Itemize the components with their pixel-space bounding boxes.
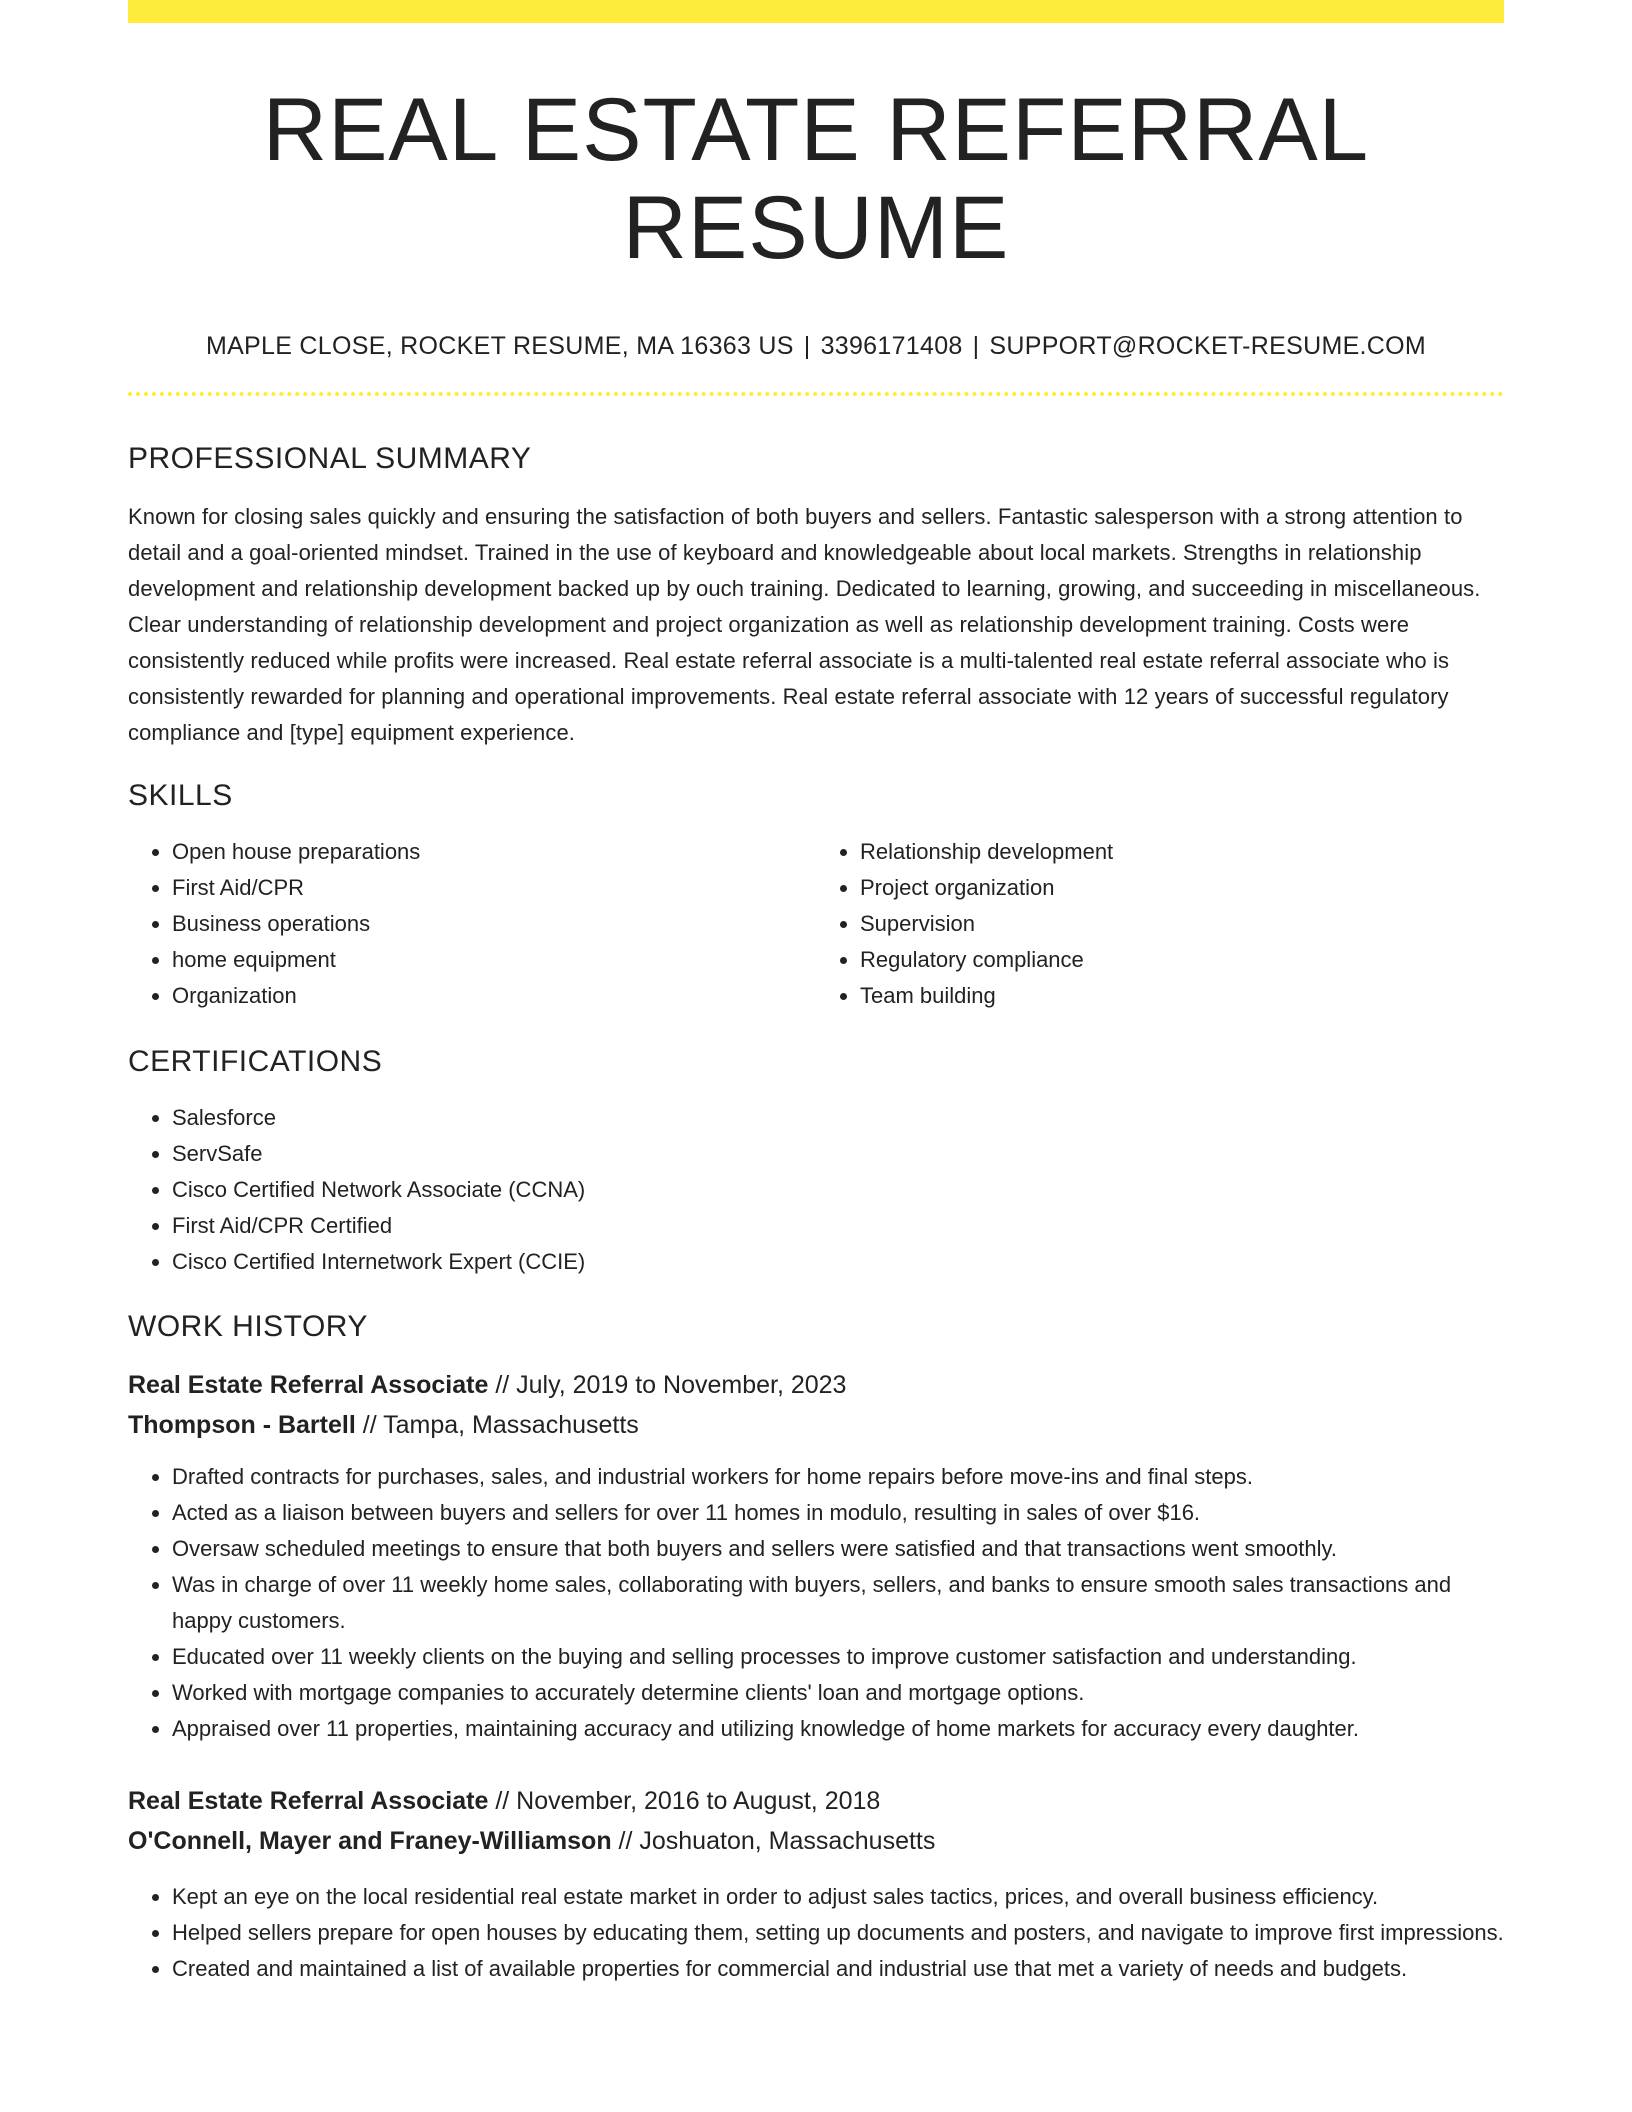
certifications-list	[128, 1100, 1504, 1280]
skill-item: • First Aid/CPR	[172, 870, 816, 906]
skill-item: • Regulatory compliance	[860, 942, 1504, 978]
contact-line	[128, 331, 1504, 361]
skills-columns	[128, 834, 1504, 1014]
job-company: O'Connell, Mayer and Franey-Williamson	[128, 1826, 612, 1855]
job-role: Real Estate Referral Associate	[128, 1786, 489, 1815]
contact-separator: |	[972, 331, 980, 360]
job-bullet: • Worked with mortgage companies to accurately determine clients' loan and mortgage options.	[172, 1675, 1504, 1711]
contact-separator: |	[803, 331, 811, 360]
skills-list-right	[816, 834, 1504, 1014]
skill-item: • Team building	[860, 978, 1504, 1014]
job-bullet: • Created and maintained a list of available properties for commercial and industrial use that met a variety of needs and budgets.	[172, 1951, 1504, 1987]
job-entry	[128, 1781, 1504, 1987]
job-bullet: • Kept an eye on the local residential real estate market in order to adjust sales tactics, prices, and overall business efficiency.	[172, 1879, 1504, 1915]
job-company-line	[128, 1405, 1504, 1445]
certification-item: • First Aid/CPR Certified	[172, 1208, 1504, 1244]
certification-item: • Cisco Certified Network Associate (CCNA)	[172, 1172, 1504, 1208]
job-company-line	[128, 1821, 1504, 1861]
job-bullet: • Educated over 11 weekly clients on the buying and selling processes to improve customer satisfaction and understanding.	[172, 1639, 1504, 1675]
skill-item: • Business operations	[172, 906, 816, 942]
contact-address: MAPLE CLOSE, ROCKET RESUME, MA 16363 US	[205, 331, 794, 360]
job-location: // Tampa, Massachusetts	[355, 1410, 639, 1439]
skill-item: • Organization	[172, 978, 816, 1014]
job-bullet: • Was in charge of over 11 weekly home sales, collaborating with buyers, sellers, and banks to ensure smooth sales transactions and happy customers.	[172, 1567, 1504, 1639]
job-bullets	[128, 1879, 1504, 1987]
job-role: Real Estate Referral Associate	[128, 1370, 489, 1399]
certifications-heading: CERTIFICATIONS	[128, 1044, 383, 1078]
summary-heading: PROFESSIONAL SUMMARY	[128, 441, 532, 475]
job-bullets	[128, 1459, 1504, 1747]
job-company: Thompson - Bartell	[128, 1410, 356, 1439]
skill-item: • Relationship development	[860, 834, 1504, 870]
skill-item: • Supervision	[860, 906, 1504, 942]
work-history-heading: WORK HISTORY	[128, 1309, 368, 1343]
skills-heading: SKILLS	[128, 778, 233, 812]
resume-title: REAL ESTATE REFERRAL RESUME	[262, 79, 1370, 277]
skill-item: • home equipment	[172, 942, 816, 978]
skill-item: • Project organization	[860, 870, 1504, 906]
job-dates: // July, 2019 to November, 2023	[488, 1370, 847, 1399]
job-bullet: • Oversaw scheduled meetings to ensure that both buyers and sellers were satisfied and that transactions went smoothly.	[172, 1531, 1504, 1567]
job-title-line	[128, 1365, 1504, 1405]
job-bullet: • Drafted contracts for purchases, sales, and industrial workers for home repairs before move-ins and final steps.	[172, 1459, 1504, 1495]
skill-item: • Open house preparations	[172, 834, 816, 870]
job-bullet: • Acted as a liaison between buyers and sellers for over 11 homes in modulo, resulting in sales of over $16.	[172, 1495, 1504, 1531]
certification-item: • Cisco Certified Internetwork Expert (CCIE)	[172, 1244, 1504, 1280]
resume-page	[128, 0, 1504, 1987]
job-entry	[128, 1365, 1504, 1747]
certification-item: • ServSafe	[172, 1136, 1504, 1172]
contact-email: SUPPORT@ROCKET-RESUME.COM	[989, 331, 1427, 360]
summary-text: Known for closing sales quickly and ensuring the satisfaction of both buyers and sellers. Fantastic salesperson with a strong attention to detail and a goal-oriented mindset. Trained in the use of keyboard and knowledgeable about local markets. Strengths in relationship development and relationship development backed up by ouch training. Dedicated to learning, growing, and succeeding in miscellaneous. Clear understanding of relationship development and project organization as well as relationship development training. Costs were consistently reduced while profits were increased. Real estate referral associate is a multi-talented real estate referral associate who is consistently rewarded for planning and operational improvements. Real estate referral associate with 12 years of successful regulatory compliance and [type] equipment experience.	[128, 503, 1481, 745]
certification-item: • Salesforce	[172, 1100, 1504, 1136]
contact-phone: 3396171408	[820, 331, 963, 360]
job-bullet: • Helped sellers prepare for open houses by educating them, setting up documents and posters, and navigate to improve first impressions.	[172, 1915, 1504, 1951]
job-title-line	[128, 1781, 1504, 1821]
job-bullet: • Appraised over 11 properties, maintaining accuracy and utilizing knowledge of home markets for accuracy every daughter.	[172, 1711, 1504, 1747]
job-dates: // November, 2016 to August, 2018	[488, 1786, 881, 1815]
top-accent-bar	[128, 0, 1504, 23]
job-location: // Joshuaton, Massachusetts	[611, 1826, 936, 1855]
header-divider	[128, 392, 1504, 396]
skills-list-left	[128, 834, 816, 1014]
